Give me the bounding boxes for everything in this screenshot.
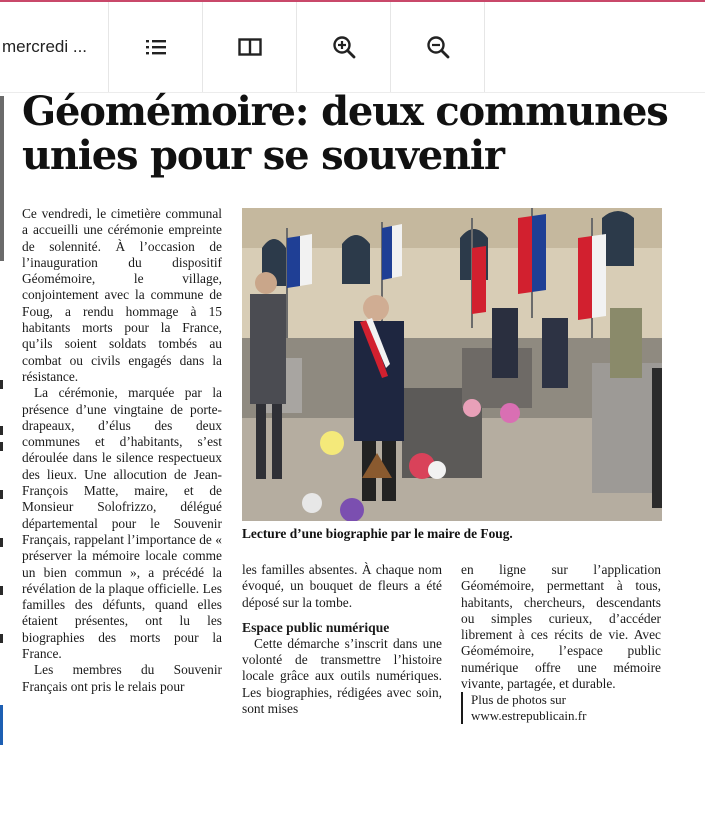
list-icon <box>145 37 167 57</box>
edition-date-selector[interactable]: mercredi ... <box>0 2 109 92</box>
ceremony-photo-illustration <box>242 208 662 521</box>
page-view-button[interactable] <box>203 2 297 92</box>
article-column-1 <box>22 206 222 695</box>
zoom-in-icon <box>332 35 356 59</box>
zoom-in-button[interactable] <box>297 2 391 92</box>
reader-toolbar <box>0 0 705 92</box>
adjacent-page-photo-edge <box>0 96 4 261</box>
headline-line-2: unies pour se souvenir <box>22 132 504 179</box>
photo-caption: Lecture d’une biographie par le maire de Foug. <box>242 526 513 541</box>
more-photos-link[interactable]: Plus de photos sur www.estrepublicain.fr <box>461 692 661 724</box>
paragraph-souvenir: Les membres du Souvenir Français ont pris le relais pour <box>22 662 222 694</box>
article-column-2 <box>242 562 442 717</box>
zoom-out-icon <box>426 35 450 59</box>
paragraph-online: en ligne sur l’application Géomémoire, permettant à tous, habitants, chercheurs, descendants ou simples curieux, d’accéder librement à ces récits de vie. Avec Géomémoire, l’espace public numérique offre une mémoire vivante, partagée, et durable. <box>461 562 661 692</box>
zoom-out-button[interactable] <box>391 2 485 92</box>
section-subhead: Espace public numérique <box>242 619 390 635</box>
paragraph-digital: Cette démarche s’inscrit dans une volonté de transmettre l’histoire locale grâce aux outils numériques. Les biographies, rédigées avec soin, sont mises <box>242 635 442 717</box>
list-view-button[interactable] <box>109 2 203 92</box>
paragraph-intro: Ce vendredi, le cimetière communal a accueilli une cérémonie empreinte de solennité. À l’occasion de l’inauguration du dispositif Géomémoire, le village, conjointement avec la commune de Foug, a rendu hommage à 15 habitants morts pour la France, qu’ils soient soldats tombés au combat ou civils engagés dans la résistance. <box>22 206 222 384</box>
adjacent-page-text-edge <box>0 380 3 740</box>
headline-line-1: Géomémoire: deux communes <box>22 88 668 135</box>
adjacent-page-blue-edge <box>0 705 3 745</box>
paragraph-ceremony: La cérémonie, marquée par la présence d’une vingtaine de porte-drapeaux, d’élus des deux communes et d’habitants, s’est déroulée dans le silence respectueux des lieux. Une allocution de Jean-François Matte, maire, et de Monsieur Solofrizzo, délégué départemental pour le Souvenir Français, rappelant l’importance de « préserver la mémoire locale comme un bien commun », a précédé la révélation de la plaque officielle. Les familles des défunts, quand elles étaient présentes, ont lu les biographies des morts pour la France. <box>22 385 222 662</box>
article-column-3 <box>461 562 661 724</box>
article-headline <box>22 90 702 178</box>
book-open-icon <box>238 37 262 57</box>
article-photo <box>242 208 662 521</box>
paragraph-flowers: les familles absentes. À chaque nom évoqué, un bouquet de fleurs a été déposé sur la tombe. <box>242 562 442 610</box>
